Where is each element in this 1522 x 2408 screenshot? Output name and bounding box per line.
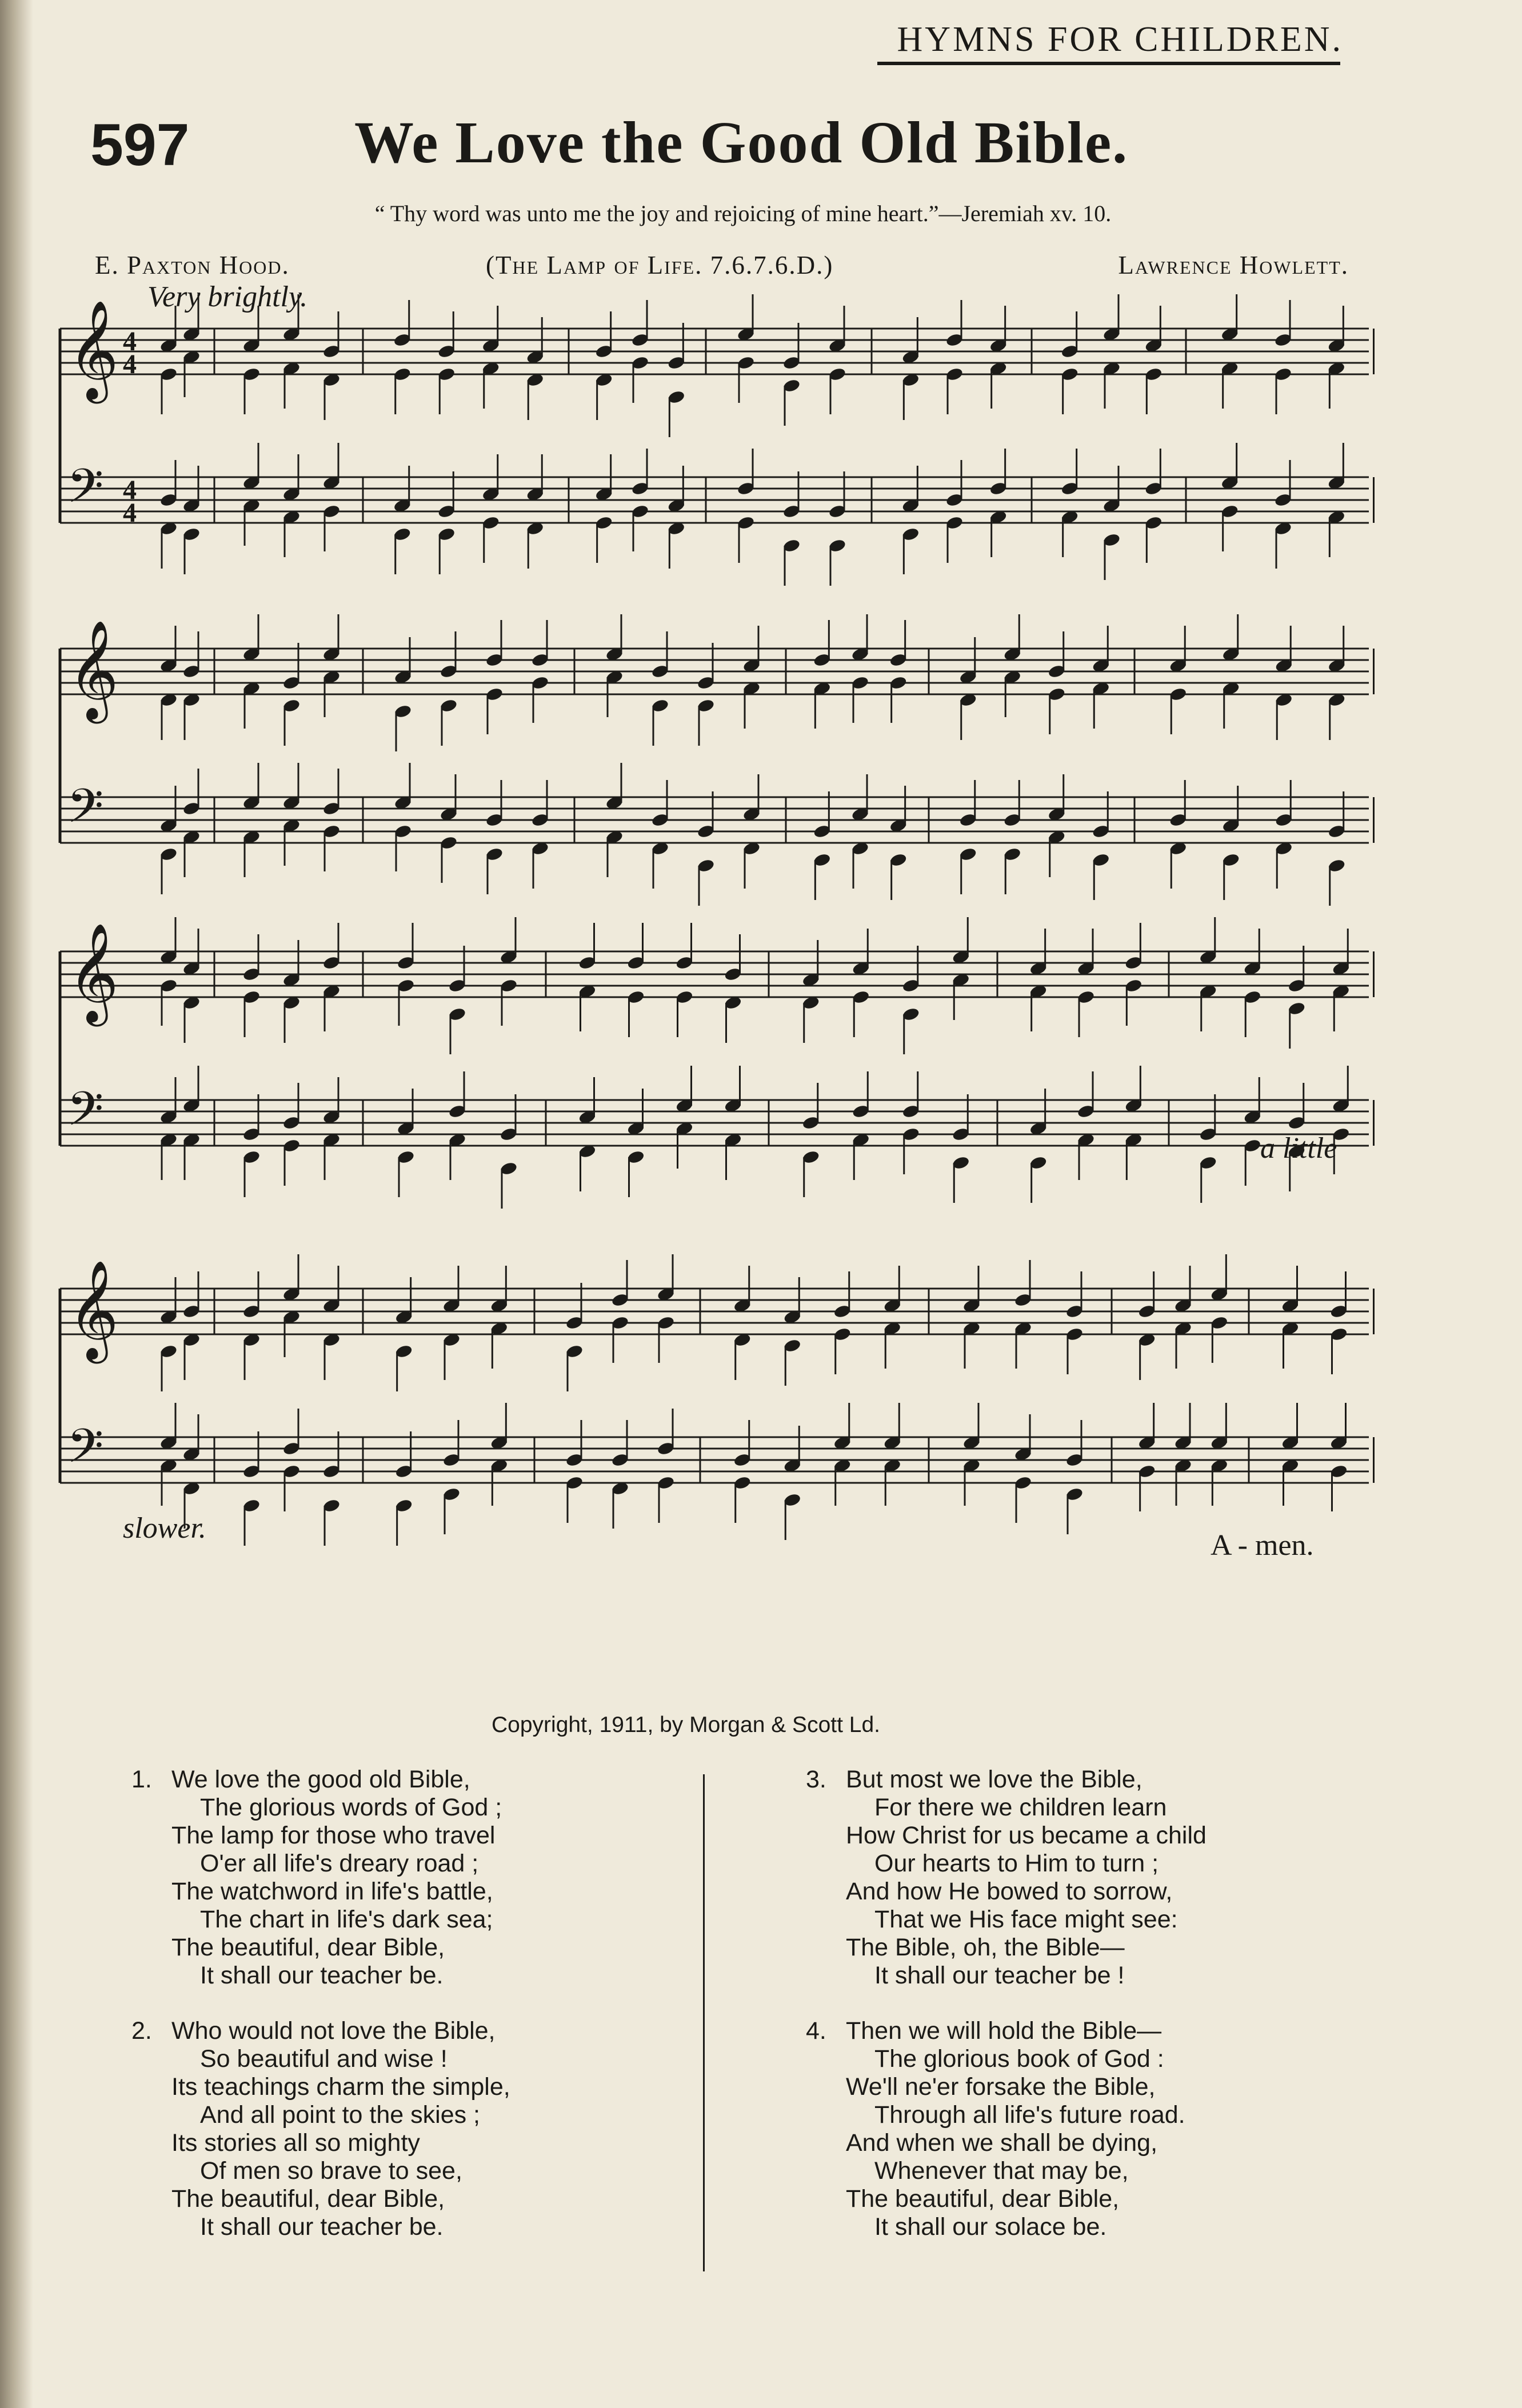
time-signature-bottom: 4 (123, 349, 137, 379)
verse-line: And how He bowed to sorrow, (846, 1878, 1173, 1905)
author-credit: E. Paxton Hood. (95, 251, 290, 279)
verse-line: How Christ for us became a child (846, 1822, 1207, 1849)
running-head: HYMNS FOR CHILDREN. (897, 20, 1343, 59)
verse-line: And all point to the skies ; (200, 2101, 481, 2129)
verse-line: For there we children learn (874, 1794, 1167, 1821)
verse-line: The glorious book of God : (874, 2045, 1164, 2073)
verse-line: The Bible, oh, the Bible— (846, 1934, 1125, 1961)
tune-name: (The Lamp of Life. 7.6.7.6.D.) (486, 251, 834, 279)
page-binding-edge (0, 0, 33, 2408)
bass-clef: 𝄢 (67, 1081, 104, 1148)
music-score (54, 294, 1375, 1689)
verse-line: Its teachings charm the simple, (171, 2073, 510, 2101)
time-signature-bottom: 4 (123, 498, 137, 528)
composer-credit: Lawrence Howlett. (1118, 251, 1349, 279)
verse-line: The beautiful, dear Bible, (846, 2185, 1120, 2213)
treble-clef: 𝄞 (68, 923, 119, 1022)
verse-line: The lamp for those who travel (171, 1822, 496, 1849)
verse-line: The watchword in life's battle, (171, 1878, 493, 1905)
time-signature-top: 4 (123, 475, 137, 505)
time-signature-top: 4 (123, 326, 137, 357)
verse-line: The beautiful, dear Bible, (171, 1934, 445, 1961)
direction-slower: slower. (123, 1512, 206, 1545)
verses-section (114, 1766, 1400, 2280)
amen-lyric: A - men. (1211, 1529, 1314, 1562)
verse-line: So beautiful and wise ! (200, 2045, 448, 2073)
tempo-marking: Very brightly. (147, 281, 308, 313)
verse-number: 4. (806, 2017, 826, 2045)
verse-line: Whenever that may be, (874, 2157, 1129, 2185)
verse-line: Who would not love the Bible, (171, 2017, 496, 2045)
verse-line: And when we shall be dying, (846, 2129, 1158, 2157)
treble-clef: 𝄞 (68, 1260, 119, 1359)
verse-number: 3. (806, 1766, 826, 1793)
direction-a-little: a little (1260, 1132, 1337, 1165)
verse-line: Our hearts to Him to turn ; (874, 1850, 1159, 1877)
bass-clef: 𝄢 (67, 778, 104, 845)
hymn-title: We Love the Good Old Bible. (354, 110, 1129, 175)
verse-line: We love the good old Bible, (171, 1766, 470, 1793)
hymn-number: 597 (90, 112, 190, 178)
bass-clef: 𝄢 (67, 458, 104, 525)
treble-clef: 𝄞 (68, 300, 119, 399)
verse-line: But most we love the Bible, (846, 1766, 1143, 1793)
verse-line: The beautiful, dear Bible, (171, 2185, 445, 2213)
verse-column-divider (703, 1774, 705, 2271)
music-score-svg (54, 294, 1375, 1689)
verse-line: Through all life's future road. (874, 2101, 1185, 2129)
bass-clef: 𝄢 (67, 1418, 104, 1485)
verse-number: 1. (131, 1766, 152, 1793)
verse-line: The glorious words of God ; (200, 1794, 502, 1821)
verse-line: It shall our solace be. (874, 2213, 1107, 2241)
verse-line: It shall our teacher be. (200, 2213, 444, 2241)
verse-line: It shall our teacher be ! (874, 1962, 1125, 1989)
verse-line: The chart in life's dark sea; (200, 1906, 493, 1933)
scripture-epigraph: “ Thy word was unto me the joy and rejoicing of mine heart.”—Jeremiah xv. 10. (374, 201, 1112, 226)
verse-line: That we His face might see: (874, 1906, 1178, 1933)
verse-line: O'er all life's dreary road ; (200, 1850, 479, 1877)
verse-line: Then we will hold the Bible— (846, 2017, 1162, 2045)
verse-line: Of men so brave to see, (200, 2157, 462, 2185)
verse-number: 2. (131, 2017, 152, 2045)
treble-clef: 𝄞 (68, 620, 119, 719)
hymn-credits (91, 250, 1360, 285)
copyright-notice: Copyright, 1911, by Morgan & Scott Ld. (492, 1713, 880, 1737)
verse-line: It shall our teacher be. (200, 1962, 444, 1989)
verse-line: We'll ne'er forsake the Bible, (846, 2073, 1156, 2101)
verse-line: Its stories all so mighty (171, 2129, 420, 2157)
running-head-rule (877, 62, 1340, 65)
